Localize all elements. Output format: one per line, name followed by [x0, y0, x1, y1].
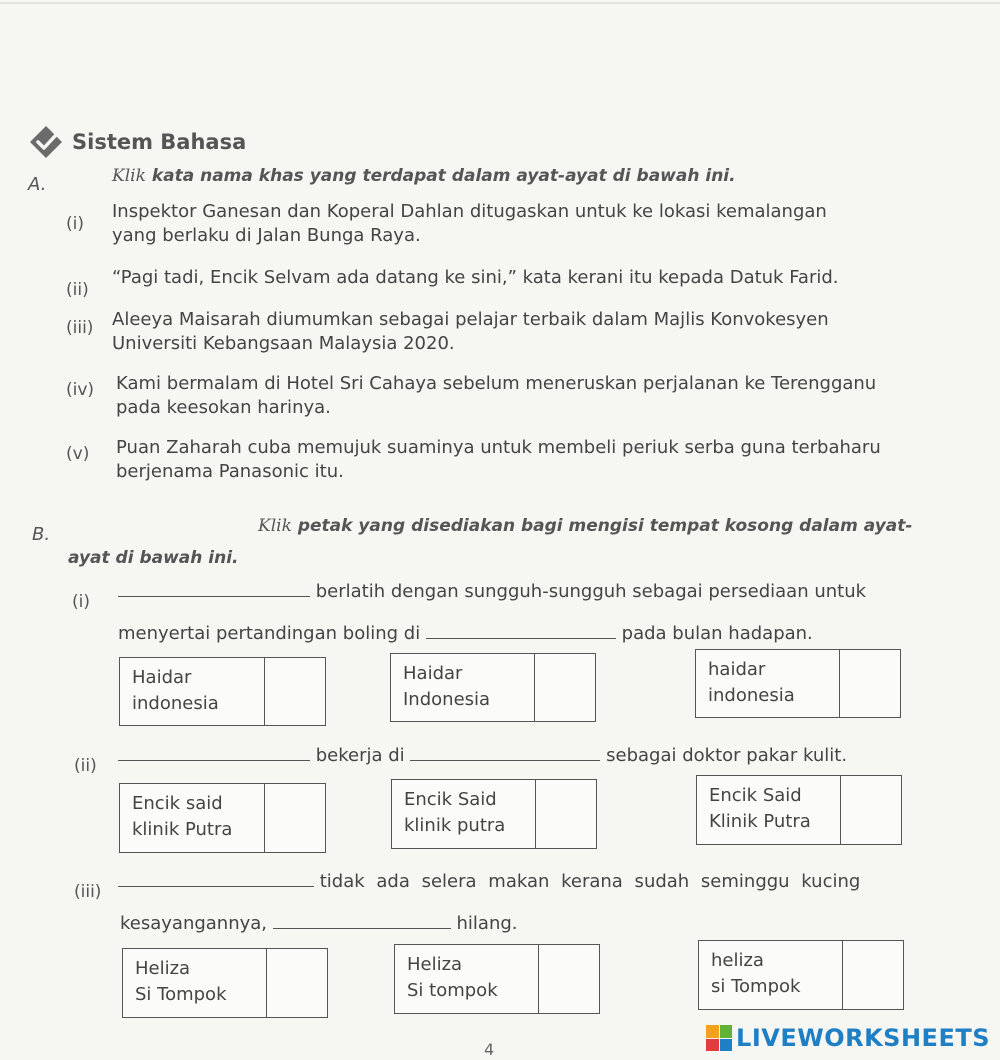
sentence-a3[interactable]	[112, 308, 942, 356]
question-number: (i)	[72, 592, 90, 612]
option-line: haidar	[708, 659, 766, 680]
sentence-line: Inspektor Ganesan dan Koperal Dahlan ditugaskan untuk ke lokasi kemalangan	[112, 201, 827, 222]
option-line: indonesia	[132, 693, 219, 714]
instruction-text: petak yang disediakan bagi mengisi tempat kosong dalam ayat-	[297, 516, 913, 536]
option-line: Encik Said	[709, 785, 802, 806]
item-number: (i)	[66, 214, 84, 234]
sentence-line: berjenama Panasonic itu.	[116, 461, 344, 482]
blank-2	[426, 624, 616, 639]
option-line: Haidar	[403, 663, 463, 684]
brand-name: LIVEWORKSHEETS	[736, 1024, 990, 1052]
option-checkbox[interactable]	[266, 949, 327, 1017]
question-number: (ii)	[74, 756, 97, 776]
option-line: heliza	[711, 950, 764, 971]
question-1-line-2	[118, 622, 948, 646]
sentence-a5[interactable]	[116, 436, 946, 484]
sentence-line: “Pagi tadi, Encik Selvam ada datang ke sini,” kata kerani itu kepada Datuk Farid.	[112, 267, 839, 288]
answer-option-3b[interactable]	[394, 944, 600, 1014]
item-number: (iv)	[66, 380, 95, 400]
item-number: (iii)	[66, 318, 94, 338]
sentence-line: Kami bermalam di Hotel Sri Cahaya sebelum meneruskan perjalanan ke Terengganu	[116, 373, 877, 394]
item-number: (ii)	[66, 280, 89, 300]
sentence-a4[interactable]	[116, 372, 946, 420]
sentence-a1[interactable]	[112, 200, 942, 248]
question-number: (iii)	[74, 882, 102, 902]
question-text: menyertai pertandingan boling di	[118, 623, 421, 644]
question-text: tidak ada selera makan kerana sudah seminggu kucing	[319, 871, 861, 892]
sentence-line: pada keesokan harinya.	[116, 397, 331, 418]
option-line: Si Tompok	[135, 984, 227, 1005]
klik-word: Klik	[112, 166, 146, 186]
option-line: Klinik Putra	[709, 811, 811, 832]
question-text: hilang.	[456, 913, 518, 934]
part-b-instruction	[258, 516, 912, 536]
section-header	[28, 124, 246, 160]
answer-option-1a[interactable]	[119, 657, 326, 726]
answer-option-2c[interactable]	[696, 775, 902, 845]
option-checkbox[interactable]	[264, 658, 325, 725]
option-line: Encik said	[132, 793, 223, 814]
part-b-letter: B.	[32, 524, 51, 545]
part-a-instruction	[112, 166, 736, 186]
option-line: klinik putra	[404, 815, 506, 836]
sentence-line: Universiti Kebangsaan Malaysia 2020.	[112, 333, 455, 354]
option-checkbox[interactable]	[538, 945, 599, 1013]
page-number: 4	[484, 1040, 495, 1059]
answer-option-2a[interactable]	[119, 783, 326, 853]
option-checkbox[interactable]	[842, 941, 903, 1009]
question-1-line-1	[118, 580, 948, 604]
check-badge-icon	[28, 124, 64, 160]
option-line: klinik Putra	[132, 819, 233, 840]
answer-option-1c[interactable]	[695, 649, 901, 718]
option-checkbox[interactable]	[534, 654, 595, 721]
option-line: indonesia	[708, 685, 795, 706]
answer-option-1b[interactable]	[390, 653, 596, 722]
blank-1	[118, 582, 310, 597]
liveworksheets-logo-icon	[706, 1025, 732, 1051]
option-checkbox[interactable]	[840, 776, 901, 844]
blank-4	[410, 746, 600, 761]
instruction-text: kata nama khas yang terdapat dalam ayat-ayat di bawah ini.	[151, 166, 736, 186]
klik-word: Klik	[258, 516, 292, 536]
sentence-a2[interactable]	[112, 266, 942, 290]
question-text: kesayangannya,	[120, 913, 268, 934]
question-text: sebagai doktor pakar kulit.	[606, 745, 848, 766]
blank-5	[118, 872, 314, 887]
top-edge-strip	[0, 0, 1000, 8]
question-text: berlatih dengan sungguh-sungguh sebagai persediaan untuk	[315, 581, 867, 602]
item-number: (v)	[66, 444, 90, 464]
sentence-line: Aleeya Maisarah diumumkan sebagai pelajar terbaik dalam Majlis Konvokesyen	[112, 309, 829, 330]
option-checkbox[interactable]	[839, 650, 900, 717]
option-line: Heliza	[407, 954, 463, 975]
part-a-letter: A.	[28, 174, 47, 195]
question-3-line-2	[120, 912, 950, 936]
sentence-line: yang berlaku di Jalan Bunga Raya.	[112, 225, 421, 246]
question-text: bekerja di	[315, 745, 405, 766]
answer-option-3c[interactable]	[698, 940, 904, 1010]
sentence-line: Puan Zaharah cuba memujuk suaminya untuk membeli periuk serba guna terbaharu	[116, 437, 881, 458]
option-line: Indonesia	[403, 689, 491, 710]
answer-option-3a[interactable]	[122, 948, 328, 1018]
question-3-line-1	[118, 870, 948, 894]
blank-6	[273, 914, 451, 929]
question-text: pada bulan hadapan.	[621, 623, 813, 644]
liveworksheets-brand	[706, 1024, 990, 1052]
option-line: Si tompok	[407, 980, 498, 1001]
question-2-line	[118, 744, 948, 768]
option-line: Encik Said	[404, 789, 497, 810]
option-line: si Tompok	[711, 976, 801, 997]
part-b-instruction-cont: ayat di bawah ini.	[68, 548, 239, 568]
option-checkbox[interactable]	[264, 784, 325, 852]
blank-3	[118, 746, 310, 761]
option-checkbox[interactable]	[535, 780, 596, 848]
answer-option-2b[interactable]	[391, 779, 597, 849]
section-title: Sistem Bahasa	[72, 130, 247, 154]
option-line: Haidar	[132, 667, 192, 688]
option-line: Heliza	[135, 958, 191, 979]
